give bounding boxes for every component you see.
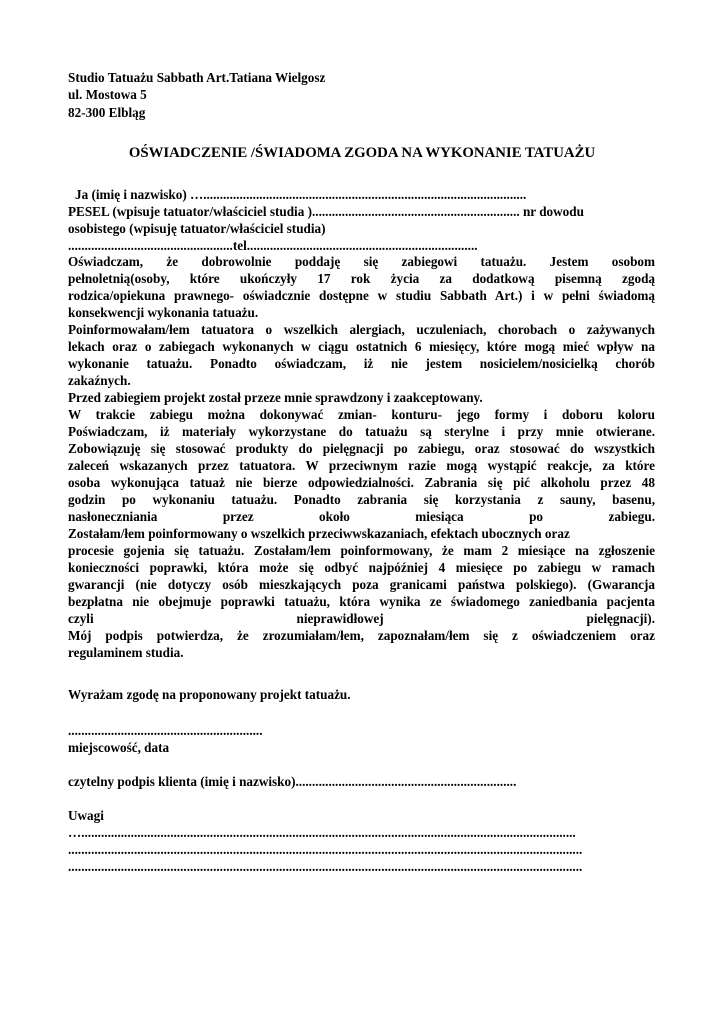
- remarks-line: …......................................................................................................................................................: [68, 825, 576, 840]
- body-line: bezpłatna nie obejmuje poprawki tatuażu, która wynika ze świadomego zaniedbania pacjenta: [68, 594, 655, 609]
- body-line: konieczności poprawki, która może się odbyć najpóźniej 4 miesięce po zabiegu w ramach: [68, 560, 655, 575]
- body-line: nasłoneczniania przez około miesiąca po zabiegu.: [68, 509, 655, 524]
- id-field-line: osobistego (wpisuję tatuator/właściciel studia): [68, 221, 326, 236]
- body-line: Oświadczam, że dobrowolnie poddaję się zabiegowi tatuażu. Jestem osobom: [68, 254, 655, 269]
- name-field-line: Ja (imię i nazwisko) …..................................................................................................: [75, 187, 527, 202]
- body-line: zakaźnych.: [68, 373, 131, 388]
- place-date-label: miejscowość, data: [68, 740, 170, 755]
- studio-street: ul. Mostowa 5: [68, 87, 147, 102]
- body-line: W trakcie zabiegu można dokonywać zmian- konturu- jego formy i doboru koloru: [68, 407, 655, 422]
- body-line: Mój podpis potwierdza, że zrozumiałam/łem, zapoznałam/łem się z oświadczeniem oraz: [68, 628, 655, 643]
- body-line: Przed zabiegiem projekt został przeze mnie sprawdzony i zaakceptowany.: [68, 390, 483, 405]
- studio-city: 82-300 Elbląg: [68, 105, 146, 120]
- document-title: OŚWIADCZENIE /ŚWIADOMA ZGODA NA WYKONANIE TATUAŻU: [128, 145, 596, 161]
- body-line: Poinformowałam/łem tatuatora o wszelkich alergiach, uczuleniach, chorobach o zażywanych: [68, 322, 655, 337]
- body-line: wykonanie tatuażu. Ponadto oświadczam, iż nie jestem nosicielem/nosicielką chorób: [68, 356, 655, 371]
- body-line: konsekwencji wykonania tatuażu.: [68, 305, 259, 320]
- body-line: czyli nieprawidłowej pielęgnacji).: [68, 611, 655, 626]
- remarks-line: ............................................................................................................................................................: [68, 842, 583, 857]
- remarks-line: ............................................................................................................................................................: [68, 859, 583, 874]
- body-line: procesie gojenia się tatuażu. Zostałam/łem poinformowany, że mam 2 miesiące na zgłoszenie: [68, 543, 655, 558]
- remarks-label: Uwagi: [68, 808, 104, 823]
- body-line: rodzica/opiekuna prawnego- oświadcznie dostępne w studiu Sabbath Art.) i w pełni świadomą: [68, 288, 655, 303]
- body-line: Zostałam/łem poinformowany o wszelkich przeciwwskazaniach, efektach ubocznych oraz: [68, 526, 570, 541]
- client-signature-line: czytelny podpis klienta (imię i nazwisko)...................................................................: [68, 774, 517, 789]
- body-line: Zobowiązuję się stosować produkty do pielęgnacji po zabiegu, oraz stosować do wszystkich: [68, 441, 655, 456]
- declaration-body: [68, 253, 655, 661]
- body-line: pełnoletnią(osoby, które ukończyły 17 rok życia za dodatkową pisemną zgodą: [68, 271, 655, 286]
- studio-name: Studio Tatuażu Sabbath Art.Tatiana Wielgosz: [68, 70, 326, 85]
- body-line: Poświadczam, iż materiały wykorzystane do tatuażu są sterylne i przy mnie otwierane.: [68, 424, 655, 439]
- body-line: gwarancji (nie dotyczy osób mieszkających poza granicami państwa polskiego). (Gwarancja: [68, 577, 655, 592]
- body-line: godzin po wykonaniu tatuażu. Ponadto zabrania się korzystania z sauny, basenu,: [68, 492, 655, 507]
- body-line: regulaminem studia.: [68, 645, 184, 660]
- pesel-field-line: PESEL (wpisuje tatuator/właściciel studia )............................................................... nr dowodu: [68, 204, 584, 219]
- body-line: osoba wykonująca tatuaż nie bierze odpowiedzialności. Zabrania się pić alkoholu przez 48: [68, 475, 655, 490]
- phone-field-line: ..................................................tel......................................................................: [68, 238, 478, 253]
- body-line: lekach oraz o zabiegach wykonanych w ciągu ostatnich 6 miesięcy, które mogą mieć wpływ na: [68, 339, 655, 354]
- body-line: zaleceń wskazanych przez tatuatora. W przeciwnym razie mogą wystąpić reakcje, za które: [68, 458, 655, 473]
- consent-statement: Wyrażam zgodę na proponowany projekt tatuażu.: [68, 687, 351, 702]
- place-date-dots: ...........................................................: [68, 723, 263, 738]
